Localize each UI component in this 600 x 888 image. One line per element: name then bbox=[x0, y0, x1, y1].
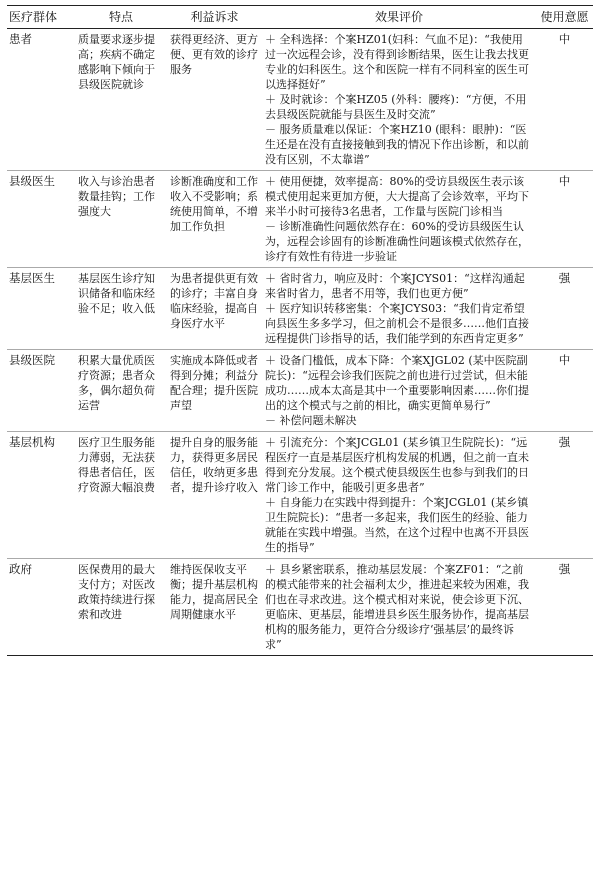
table-row bbox=[7, 29, 593, 171]
cell-group: 县级医院 bbox=[7, 350, 75, 432]
cell-effects bbox=[262, 432, 536, 559]
effect-item: ＋ 医疗知识转移密集：个案JCYS03：“我们肯定希望向县医生多多学习，但之前机会不是很多……他们直接远程提供门诊指导的话，我们能学到的东西肯定更多” bbox=[265, 302, 529, 345]
table-row bbox=[7, 350, 593, 432]
cell-effects bbox=[262, 29, 536, 171]
effect-item: － 补偿问题未解决 bbox=[265, 414, 357, 427]
header-group: 医疗群体 bbox=[7, 6, 75, 29]
effect-item: － 诊断准确性问题依然存在：60%的受访县级医生认为，远程会诊固有的诊断准确性问题该模式依然存在，诊疗有效性有待进一步验证 bbox=[265, 220, 529, 263]
header-interests: 利益诉求 bbox=[167, 6, 262, 29]
cell-willingness: 强 bbox=[536, 432, 593, 559]
cell-features: 医疗卫生服务能力薄弱，无法获得患者信任，医疗资源大幅浪费 bbox=[75, 432, 167, 559]
cell-interests: 为患者提供更有效的诊疗；丰富自身临床经验，提高自身医疗水平 bbox=[167, 268, 262, 350]
header-features: 特点 bbox=[75, 6, 167, 29]
cell-features: 质量要求逐步提高；疾病不确定感影响下倾向于县级医院就诊 bbox=[75, 29, 167, 171]
cell-willingness: 强 bbox=[536, 268, 593, 350]
cell-group: 患者 bbox=[7, 29, 75, 171]
cell-group: 县级医生 bbox=[7, 171, 75, 268]
cell-features: 收入与诊治患者数量挂钩；工作强度大 bbox=[75, 171, 167, 268]
cell-willingness: 中 bbox=[536, 350, 593, 432]
table-header bbox=[7, 6, 593, 29]
header-effects: 效果评价 bbox=[262, 6, 536, 29]
effect-item: － 服务质量难以保证：个案HZ10 (眼科：眼肿)：“医生还是在没有直接接触到我的情况下作出诊断，和以前没有区别，不太靠谱” bbox=[265, 123, 529, 166]
cell-interests: 获得更经济、更方便、更有效的诊疗服务 bbox=[167, 29, 262, 171]
effect-item: ＋ 引流充分：个案JCGL01 (某乡镇卫生院院长)：“远程医疗一直是基层医疗机构发展的机遇，但之前一直未得到充分发展。这个模式使县级医生也参与到我们的日常门诊工作中，能吸引更多患者” bbox=[265, 436, 529, 494]
cell-features: 基层医生诊疗知识储备和临床经验不足；收入低 bbox=[75, 268, 167, 350]
table-row bbox=[7, 171, 593, 268]
cell-willingness: 中 bbox=[536, 171, 593, 268]
cell-interests: 维持医保收支平衡；提升基层机构能力，提高居民全周期健康水平 bbox=[167, 559, 262, 656]
cell-willingness: 中 bbox=[536, 29, 593, 171]
cell-interests: 诊断准确度和工作收入不受影响；系统使用简单，不增加工作负担 bbox=[167, 171, 262, 268]
cell-willingness: 强 bbox=[536, 559, 593, 656]
cell-effects bbox=[262, 350, 536, 432]
stakeholder-table bbox=[7, 5, 593, 656]
table-row bbox=[7, 432, 593, 559]
header-willingness: 使用意愿 bbox=[536, 6, 593, 29]
cell-effects bbox=[262, 559, 536, 656]
cell-group: 基层医生 bbox=[7, 268, 75, 350]
cell-interests: 提升自身的服务能力，获得更多居民信任，收纳更多患者，提升诊疗收入 bbox=[167, 432, 262, 559]
effect-item: ＋ 自身能力在实践中得到提升：个案JCGL01 (某乡镇卫生院院长)：“患者一多起来，我们医生的经验、能力就能在实践中增强。当然，在这个过程中也离不开县医生的指导” bbox=[265, 496, 529, 554]
table-row bbox=[7, 559, 593, 656]
cell-effects bbox=[262, 268, 536, 350]
effect-item: ＋ 设备门槛低，成本下降：个案XJGL02 (某中医院副院长)：“远程会诊我们医院之前也进行过尝试，但未能成功……成本太高是其中一个重要影响因素……你们提出的这个模式与之前的相比，确实更简单易行” bbox=[265, 354, 529, 412]
effect-item: ＋ 县乡紧密联系，推动基层发展：个案ZF01：“之前的模式能带来的社会福利太少，推进起来较为困难，我们也在寻求改进。这个模式相对来说，使会诊更下沉、更临床、更基层，能增进县乡医生服务协作，提高基层机构的服务能力，更符合分级诊疗‘强基层’的最终诉求” bbox=[265, 563, 529, 651]
cell-features: 医保费用的最大支付方；对医改政策持续进行探索和改进 bbox=[75, 559, 167, 656]
cell-group: 基层机构 bbox=[7, 432, 75, 559]
effect-item: ＋ 及时就诊：个案HZ05 (外科：腰疼)：“方便，不用去县级医院就能与县医生及时交流” bbox=[265, 93, 527, 121]
table-row bbox=[7, 268, 593, 350]
effect-item: ＋ 使用便捷，效率提高：80%的受访县级医生表示该模式使用起来更加方便，大大提高了会诊效率，平均下来半小时可接待3名患者，工作量与医院门诊相当 bbox=[265, 175, 529, 218]
cell-effects bbox=[262, 171, 536, 268]
cell-features: 积累大量优质医疗资源；患者众多，偶尔超负荷运营 bbox=[75, 350, 167, 432]
cell-group: 政府 bbox=[7, 559, 75, 656]
cell-interests: 实施成本降低或者得到分摊；利益分配合理；提升医院声望 bbox=[167, 350, 262, 432]
effect-item: ＋ 全科选择：个案HZ01(妇科：气血不足)：“我使用过一次远程会诊，没有得到诊断结果，医生让我去找更专业的妇科医生。这个和医院一样有不同科室的医生可以选择挺好” bbox=[265, 33, 529, 91]
table-body bbox=[7, 29, 593, 656]
effect-item: ＋ 省时省力，响应及时：个案JCYS01：“这样沟通起来省时省力，患者不用等，我们也更方便” bbox=[265, 272, 525, 300]
